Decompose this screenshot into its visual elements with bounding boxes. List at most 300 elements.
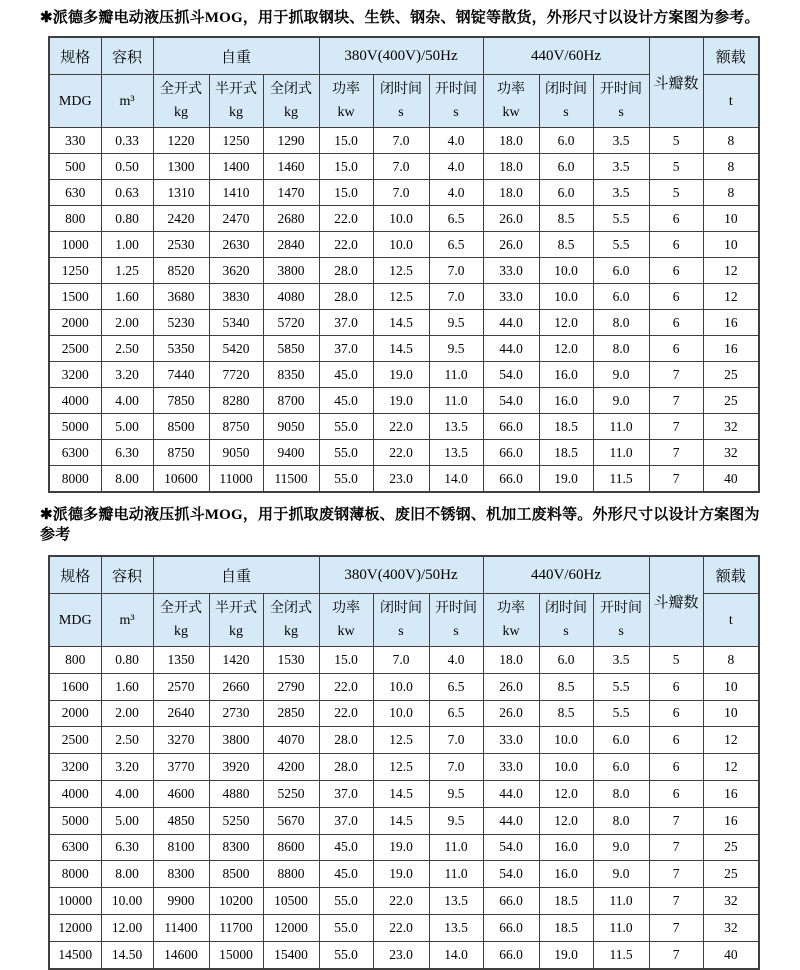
- table-cell: 7: [649, 888, 703, 915]
- table-cell: 9.0: [593, 388, 649, 414]
- table-cell: 16.0: [539, 388, 593, 414]
- table-cell: 1410: [209, 180, 263, 206]
- col-subheader-half-open: 半开式 kg: [209, 75, 263, 128]
- table-cell: 4200: [263, 754, 319, 781]
- table-cell: 8: [703, 647, 759, 674]
- table-cell: 11400: [153, 914, 209, 941]
- table-cell: 26.0: [483, 700, 539, 727]
- table-cell: 3920: [209, 754, 263, 781]
- table-cell: 26.0: [483, 232, 539, 258]
- table-cell: 5: [649, 154, 703, 180]
- table-cell: 55.0: [319, 914, 373, 941]
- table-cell: 55.0: [319, 941, 373, 968]
- table-cell: 4850: [153, 807, 209, 834]
- table-cell: 18.5: [539, 414, 593, 440]
- table-cell: 22.0: [373, 440, 429, 466]
- table-cell: 7.0: [373, 128, 429, 154]
- table-cell: 12: [703, 284, 759, 310]
- table-cell: 7440: [153, 362, 209, 388]
- table-cell: 19.0: [539, 941, 593, 968]
- table-cell: 6.5: [429, 232, 483, 258]
- table-cell: 6: [649, 700, 703, 727]
- table-row: [49, 888, 759, 915]
- table-cell: 10.0: [539, 258, 593, 284]
- table-cell: 1530: [263, 647, 319, 674]
- table-cell: 19.0: [373, 834, 429, 861]
- table-cell: 66.0: [483, 941, 539, 968]
- table-cell: 12.5: [373, 727, 429, 754]
- table-cell: 1.60: [101, 284, 153, 310]
- table-cell: 8280: [209, 388, 263, 414]
- table-cell: 4880: [209, 780, 263, 807]
- table-cell: 4.00: [101, 780, 153, 807]
- table-cell: 7: [649, 941, 703, 968]
- col-header-rated-load: 额载: [703, 37, 759, 75]
- table-cell: 11.5: [593, 466, 649, 493]
- table-cell: 5.5: [593, 700, 649, 727]
- table-cell: 5000: [49, 807, 101, 834]
- table-cell: 4000: [49, 388, 101, 414]
- table-cell: 32: [703, 440, 759, 466]
- table-row: [49, 284, 759, 310]
- table-cell: 11.0: [429, 834, 483, 861]
- col-subheader-full-open: 全开式 kg: [153, 594, 209, 647]
- col-subheader-open-time-380: 开时间 s: [429, 75, 483, 128]
- table-row: [49, 414, 759, 440]
- table-cell: 6.0: [593, 754, 649, 781]
- table-cell: 7: [649, 362, 703, 388]
- table-cell: 11.0: [593, 414, 649, 440]
- table-row: [49, 914, 759, 941]
- table-cell: 2680: [263, 206, 319, 232]
- table-cell: 8.5: [539, 673, 593, 700]
- table-cell: 1470: [263, 180, 319, 206]
- table-cell: 6300: [49, 440, 101, 466]
- table-cell: 1.25: [101, 258, 153, 284]
- table-cell: 3.5: [593, 180, 649, 206]
- table-row: [49, 206, 759, 232]
- table-cell: 44.0: [483, 336, 539, 362]
- table-cell: 8.5: [539, 206, 593, 232]
- table-row: [49, 834, 759, 861]
- table-cell: 23.0: [373, 466, 429, 493]
- col-subheader-close-time-440: 闭时间 s: [539, 75, 593, 128]
- table-cell: 0.80: [101, 206, 153, 232]
- table-cell: 8350: [263, 362, 319, 388]
- table2-header: [49, 556, 759, 647]
- table-cell: 11.0: [593, 440, 649, 466]
- table-row: [49, 941, 759, 968]
- table-cell: 6.0: [539, 128, 593, 154]
- table-cell: 19.0: [373, 388, 429, 414]
- table-cell: 11.0: [429, 362, 483, 388]
- table-cell: 37.0: [319, 807, 373, 834]
- table-cell: 3800: [209, 727, 263, 754]
- table-cell: 8.0: [593, 310, 649, 336]
- table-cell: 9900: [153, 888, 209, 915]
- table-cell: 1000: [49, 232, 101, 258]
- table-cell: 22.0: [373, 414, 429, 440]
- table-cell: 8.00: [101, 466, 153, 493]
- table-cell: 330: [49, 128, 101, 154]
- table-cell: 1420: [209, 647, 263, 674]
- table-cell: 5250: [209, 807, 263, 834]
- table-cell: 4.0: [429, 154, 483, 180]
- table-cell: 8000: [49, 466, 101, 493]
- table-cell: 9400: [263, 440, 319, 466]
- table-row: [49, 861, 759, 888]
- table-cell: 55.0: [319, 888, 373, 915]
- table-cell: 10.0: [373, 232, 429, 258]
- table-cell: 33.0: [483, 754, 539, 781]
- table-cell: 3200: [49, 362, 101, 388]
- col-subheader-full-open: 全开式 kg: [153, 75, 209, 128]
- table-cell: 5.5: [593, 206, 649, 232]
- col-subheader-full-closed: 全闭式 kg: [263, 75, 319, 128]
- table-row: [49, 232, 759, 258]
- table-cell: 37.0: [319, 310, 373, 336]
- col-subheader-power-380: 功率 kw: [319, 75, 373, 128]
- table-cell: 8.5: [539, 700, 593, 727]
- table-cell: 6.0: [539, 180, 593, 206]
- table-cell: 14.5: [373, 336, 429, 362]
- col-group-440v: 440V/60Hz: [483, 37, 649, 75]
- table-cell: 9050: [263, 414, 319, 440]
- table-cell: 13.5: [429, 440, 483, 466]
- table-cell: 1250: [49, 258, 101, 284]
- col-subheader-mdg: MDG: [49, 594, 101, 647]
- table-cell: 5670: [263, 807, 319, 834]
- table-cell: 5250: [263, 780, 319, 807]
- table-cell: 6.0: [593, 284, 649, 310]
- spec-table-1: [48, 36, 760, 493]
- table-cell: 4080: [263, 284, 319, 310]
- table-cell: 3.5: [593, 647, 649, 674]
- table-cell: 7.0: [429, 284, 483, 310]
- table-cell: 5: [649, 647, 703, 674]
- table-cell: 8100: [153, 834, 209, 861]
- table-cell: 44.0: [483, 310, 539, 336]
- table-cell: 11.0: [429, 388, 483, 414]
- table-cell: 10200: [209, 888, 263, 915]
- col-header-petal-count: 斗瓣数: [649, 37, 703, 128]
- table-cell: 14.0: [429, 466, 483, 493]
- table-row: [49, 180, 759, 206]
- table-cell: 12000: [263, 914, 319, 941]
- table-cell: 11000: [209, 466, 263, 493]
- table-cell: 6.5: [429, 206, 483, 232]
- table-cell: 5350: [153, 336, 209, 362]
- table-cell: 800: [49, 647, 101, 674]
- table-cell: 4.00: [101, 388, 153, 414]
- table-cell: 3.5: [593, 128, 649, 154]
- table-cell: 8300: [153, 861, 209, 888]
- table-cell: 18.0: [483, 128, 539, 154]
- table-cell: 8000: [49, 861, 101, 888]
- table-cell: 10: [703, 206, 759, 232]
- table-cell: 9.0: [593, 362, 649, 388]
- table-cell: 1290: [263, 128, 319, 154]
- table-cell: 3680: [153, 284, 209, 310]
- col-subheader-power-440: 功率 kw: [483, 594, 539, 647]
- table-cell: 4.0: [429, 647, 483, 674]
- table-cell: 25: [703, 388, 759, 414]
- col-header-volume: 容积: [101, 37, 153, 75]
- table-cell: 14.50: [101, 941, 153, 968]
- table-cell: 19.0: [373, 861, 429, 888]
- table-cell: 12: [703, 727, 759, 754]
- table-row: [49, 700, 759, 727]
- col-group-weight: 自重: [153, 556, 319, 594]
- table-cell: 12: [703, 754, 759, 781]
- table-row: [49, 154, 759, 180]
- table-cell: 2000: [49, 310, 101, 336]
- table-cell: 7: [649, 440, 703, 466]
- table-cell: 25: [703, 834, 759, 861]
- table-cell: 8600: [263, 834, 319, 861]
- table-cell: 7.0: [429, 727, 483, 754]
- table-cell: 8: [703, 128, 759, 154]
- table-cell: 12: [703, 258, 759, 284]
- table-cell: 1220: [153, 128, 209, 154]
- table-cell: 22.0: [373, 914, 429, 941]
- table-cell: 33.0: [483, 727, 539, 754]
- col-subheader-close-time-440: 闭时间 s: [539, 594, 593, 647]
- table-cell: 10.0: [539, 727, 593, 754]
- table-cell: 16: [703, 780, 759, 807]
- table-cell: 54.0: [483, 362, 539, 388]
- col-subheader-full-closed: 全闭式 kg: [263, 594, 319, 647]
- table2-caption: ✱派德多瓣电动液压抓斗MOG，用于抓取废钢薄板、废旧不锈钢、机加工废料等。外形尺寸以设计方案图为参考: [40, 507, 760, 543]
- table-cell: 54.0: [483, 834, 539, 861]
- table-cell: 10.0: [539, 284, 593, 310]
- table-cell: 5850: [263, 336, 319, 362]
- table-cell: 7: [649, 414, 703, 440]
- table-row: [49, 807, 759, 834]
- table-cell: 800: [49, 206, 101, 232]
- table-cell: 3.5: [593, 154, 649, 180]
- table-cell: 5340: [209, 310, 263, 336]
- table-cell: 26.0: [483, 673, 539, 700]
- table-cell: 7.0: [373, 154, 429, 180]
- table-cell: 8800: [263, 861, 319, 888]
- table-cell: 2630: [209, 232, 263, 258]
- table-row: [49, 440, 759, 466]
- table-cell: 10: [703, 232, 759, 258]
- table-cell: 13.5: [429, 414, 483, 440]
- table-cell: 6: [649, 727, 703, 754]
- table-cell: 10.0: [539, 754, 593, 781]
- table-cell: 32: [703, 414, 759, 440]
- table-cell: 55.0: [319, 466, 373, 493]
- table-cell: 54.0: [483, 861, 539, 888]
- table-cell: 9.5: [429, 780, 483, 807]
- table-cell: 5: [649, 128, 703, 154]
- table-cell: 22.0: [319, 232, 373, 258]
- table-cell: 7.0: [429, 754, 483, 781]
- table-cell: 9050: [209, 440, 263, 466]
- table-cell: 11.5: [593, 941, 649, 968]
- table-cell: 8.0: [593, 336, 649, 362]
- table-cell: 8.5: [539, 232, 593, 258]
- table-cell: 8: [703, 180, 759, 206]
- table-cell: 25: [703, 362, 759, 388]
- col-header-spec: 规格: [49, 556, 101, 594]
- table-cell: 6300: [49, 834, 101, 861]
- table-cell: 2730: [209, 700, 263, 727]
- table-cell: 2500: [49, 336, 101, 362]
- table-cell: 2470: [209, 206, 263, 232]
- table-cell: 8520: [153, 258, 209, 284]
- table-cell: 15.0: [319, 128, 373, 154]
- table-cell: 4.0: [429, 180, 483, 206]
- table-cell: 16: [703, 807, 759, 834]
- table-cell: 2790: [263, 673, 319, 700]
- table-cell: 1350: [153, 647, 209, 674]
- table-cell: 2640: [153, 700, 209, 727]
- table-cell: 6.5: [429, 673, 483, 700]
- col-header-rated-load: 额载: [703, 556, 759, 594]
- table-cell: 18.0: [483, 647, 539, 674]
- table-cell: 12.5: [373, 754, 429, 781]
- table-cell: 2.00: [101, 700, 153, 727]
- table-cell: 6: [649, 310, 703, 336]
- table-cell: 55.0: [319, 440, 373, 466]
- table-cell: 7: [649, 388, 703, 414]
- table-cell: 14600: [153, 941, 209, 968]
- table-cell: 33.0: [483, 284, 539, 310]
- table-cell: 37.0: [319, 336, 373, 362]
- table-cell: 6: [649, 673, 703, 700]
- table-cell: 2420: [153, 206, 209, 232]
- table1-header: [49, 37, 759, 128]
- table-cell: 12000: [49, 914, 101, 941]
- table-cell: 3620: [209, 258, 263, 284]
- table-row: [49, 310, 759, 336]
- table-cell: 630: [49, 180, 101, 206]
- table-cell: 8700: [263, 388, 319, 414]
- table-cell: 8.00: [101, 861, 153, 888]
- table-cell: 6.30: [101, 834, 153, 861]
- table1-caption: ✱派德多瓣电动液压抓斗MOG，用于抓取钢块、生铁、钢杂、钢锭等散货，外形尺寸以设计方案图为参考。: [40, 10, 760, 26]
- table-cell: 12.5: [373, 284, 429, 310]
- table-cell: 2.00: [101, 310, 153, 336]
- table-cell: 8750: [153, 440, 209, 466]
- table-cell: 7.0: [429, 258, 483, 284]
- table-cell: 6.0: [593, 727, 649, 754]
- table-cell: 14500: [49, 941, 101, 968]
- table-cell: 16: [703, 336, 759, 362]
- table-cell: 3200: [49, 754, 101, 781]
- table-cell: 8.0: [593, 807, 649, 834]
- table-cell: 6: [649, 284, 703, 310]
- table-row: [49, 754, 759, 781]
- table-cell: 5.5: [593, 232, 649, 258]
- table-cell: 10000: [49, 888, 101, 915]
- table-cell: 2570: [153, 673, 209, 700]
- table-cell: 15400: [263, 941, 319, 968]
- table-cell: 2.50: [101, 727, 153, 754]
- col-subheader-open-time-440: 开时间 s: [593, 75, 649, 128]
- table-row: [49, 466, 759, 493]
- table-cell: 12.0: [539, 780, 593, 807]
- table-cell: 6: [649, 780, 703, 807]
- table-cell: 22.0: [319, 700, 373, 727]
- table-cell: 5420: [209, 336, 263, 362]
- col-subheader-t: t: [703, 75, 759, 128]
- table-cell: 1500: [49, 284, 101, 310]
- table-cell: 15.0: [319, 647, 373, 674]
- col-subheader-m3: m³: [101, 75, 153, 128]
- table-cell: 5000: [49, 414, 101, 440]
- table-cell: 1250: [209, 128, 263, 154]
- table-cell: 44.0: [483, 807, 539, 834]
- document-page: [0, 8, 800, 960]
- table-cell: 6: [649, 754, 703, 781]
- table-cell: 9.5: [429, 336, 483, 362]
- table-cell: 3.20: [101, 754, 153, 781]
- col-header-spec: 规格: [49, 37, 101, 75]
- table-row: [49, 362, 759, 388]
- col-subheader-m3: m³: [101, 594, 153, 647]
- table-cell: 2850: [263, 700, 319, 727]
- table-cell: 10.0: [373, 673, 429, 700]
- table-cell: 2000: [49, 700, 101, 727]
- table-cell: 18.0: [483, 154, 539, 180]
- table-cell: 7: [649, 914, 703, 941]
- table-cell: 5.00: [101, 414, 153, 440]
- table-cell: 7720: [209, 362, 263, 388]
- table-cell: 14.5: [373, 310, 429, 336]
- table-cell: 10: [703, 700, 759, 727]
- table-cell: 13.5: [429, 914, 483, 941]
- table-cell: 19.0: [539, 466, 593, 493]
- table-cell: 8.0: [593, 780, 649, 807]
- col-group-weight: 自重: [153, 37, 319, 75]
- table-row: [49, 727, 759, 754]
- table-row: [49, 258, 759, 284]
- table-cell: 6: [649, 206, 703, 232]
- table-cell: 8500: [153, 414, 209, 440]
- spec-table-2: [48, 555, 760, 970]
- table-cell: 45.0: [319, 362, 373, 388]
- table-cell: 1.60: [101, 673, 153, 700]
- table-cell: 7: [649, 807, 703, 834]
- table-cell: 5: [649, 180, 703, 206]
- table-cell: 55.0: [319, 414, 373, 440]
- table-cell: 22.0: [373, 888, 429, 915]
- table-row: [49, 128, 759, 154]
- table-row: [49, 388, 759, 414]
- table-cell: 25: [703, 861, 759, 888]
- table-cell: 10.00: [101, 888, 153, 915]
- table-cell: 26.0: [483, 206, 539, 232]
- table-cell: 6: [649, 336, 703, 362]
- table-cell: 19.0: [373, 362, 429, 388]
- table-cell: 16.0: [539, 861, 593, 888]
- table-cell: 0.33: [101, 128, 153, 154]
- table-cell: 33.0: [483, 258, 539, 284]
- table-cell: 1.00: [101, 232, 153, 258]
- table-cell: 14.5: [373, 807, 429, 834]
- table-cell: 2840: [263, 232, 319, 258]
- table-row: [49, 673, 759, 700]
- col-header-volume: 容积: [101, 556, 153, 594]
- table-cell: 28.0: [319, 284, 373, 310]
- table-cell: 1460: [263, 154, 319, 180]
- col-subheader-half-open: 半开式 kg: [209, 594, 263, 647]
- table-cell: 10: [703, 673, 759, 700]
